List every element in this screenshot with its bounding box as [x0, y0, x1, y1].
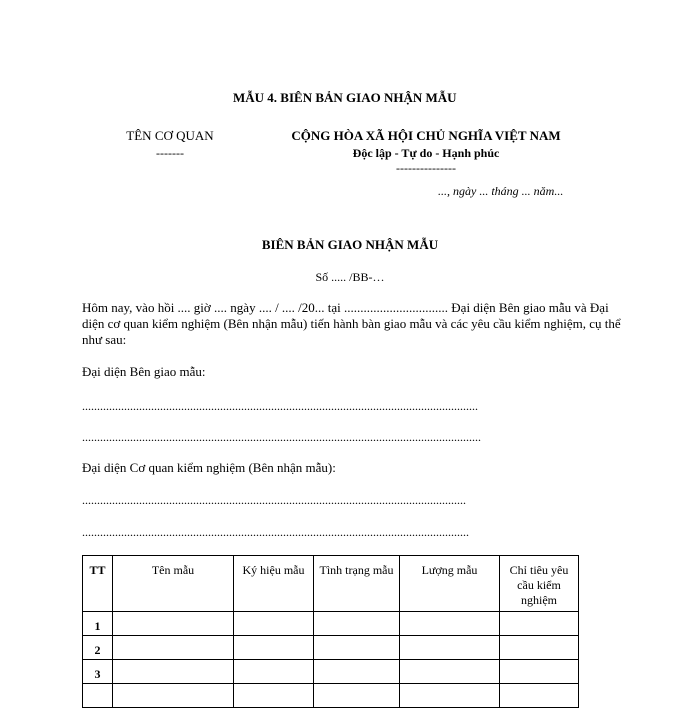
table-cell — [314, 612, 400, 636]
row-number: 2 — [83, 636, 113, 660]
table-row — [83, 660, 579, 684]
agency-name: TÊN CƠ QUAN — [126, 128, 214, 143]
table-cell — [400, 612, 500, 636]
document-title: BIÊN BẢN GIAO NHẬN MẪU — [261, 237, 439, 252]
table-cell — [500, 684, 579, 708]
sender-label: Đại diện Bên giao mẫu: — [82, 364, 206, 379]
table-row — [83, 636, 579, 660]
header-sample-condition: Tình trạng mẫu — [314, 556, 400, 612]
sample-table — [82, 555, 579, 708]
row-number: 1 — [83, 612, 113, 636]
receiver-label: Đại diện Cơ quan kiểm nghiệm (Bên nhận mẫu): — [82, 460, 336, 475]
table-cell — [113, 612, 234, 636]
header-sample-quantity: Lượng mẫu — [400, 556, 500, 612]
table-cell — [400, 636, 500, 660]
table-cell — [500, 612, 579, 636]
national-title: CỘNG HÒA XÃ HỘI CHỦ NGHĨA VIỆT NAM — [291, 128, 561, 143]
table-cell — [113, 660, 234, 684]
table-cell — [234, 612, 314, 636]
table-cell — [400, 660, 500, 684]
table-cell — [400, 684, 500, 708]
row-number: 3 — [83, 660, 113, 684]
header-sample-code: Ký hiệu mẫu — [234, 556, 314, 612]
table-cell — [500, 636, 579, 660]
motto-underline: --------------- — [396, 161, 456, 175]
agency-underline: ------- — [156, 146, 184, 160]
date-line: ..., ngày ... tháng ... năm... — [438, 184, 564, 198]
table-cell — [314, 660, 400, 684]
header-test-criteria: Chỉ tiêu yêu cầu kiểm nghiệm — [500, 556, 579, 612]
document-number: Số ..... /BB-… — [315, 270, 385, 284]
receiver-line-1: ................................................................................................................................ — [82, 493, 466, 507]
header-sample-name: Tên mẫu — [113, 556, 234, 612]
sender-line-1: .................................................................................................................................... — [82, 399, 478, 413]
intro-paragraph: Hôm nay, vào hồi .... giờ .... ngày .... / .... /20... tại ................................ Đại diện Bên giao mẫu và Đại diện cơ quan kiểm nghiệm (Bên nhận mẫu) tiến hành bàn giao mẫu và các yêu cầu kiểm nghiệm, cụ thể như sau: — [82, 300, 621, 347]
table-row — [83, 684, 579, 708]
table-cell — [500, 660, 579, 684]
table-cell — [314, 636, 400, 660]
table-row — [83, 612, 579, 636]
table-cell — [314, 684, 400, 708]
table-cell — [234, 660, 314, 684]
national-motto: Độc lập - Tự do - Hạnh phúc — [352, 146, 500, 160]
row-number — [83, 684, 113, 708]
receiver-line-2: ................................................................................................................................. — [82, 525, 469, 539]
form-title: MẪU 4. BIÊN BẢN GIAO NHẬN MẪU — [233, 90, 457, 105]
table-cell — [113, 636, 234, 660]
table-cell — [234, 636, 314, 660]
header-tt: TT — [83, 556, 113, 612]
table-cell — [113, 684, 234, 708]
table-header-row — [83, 556, 579, 612]
table-cell — [234, 684, 314, 708]
sender-line-2: ..................................................................................................................................... — [82, 430, 481, 444]
